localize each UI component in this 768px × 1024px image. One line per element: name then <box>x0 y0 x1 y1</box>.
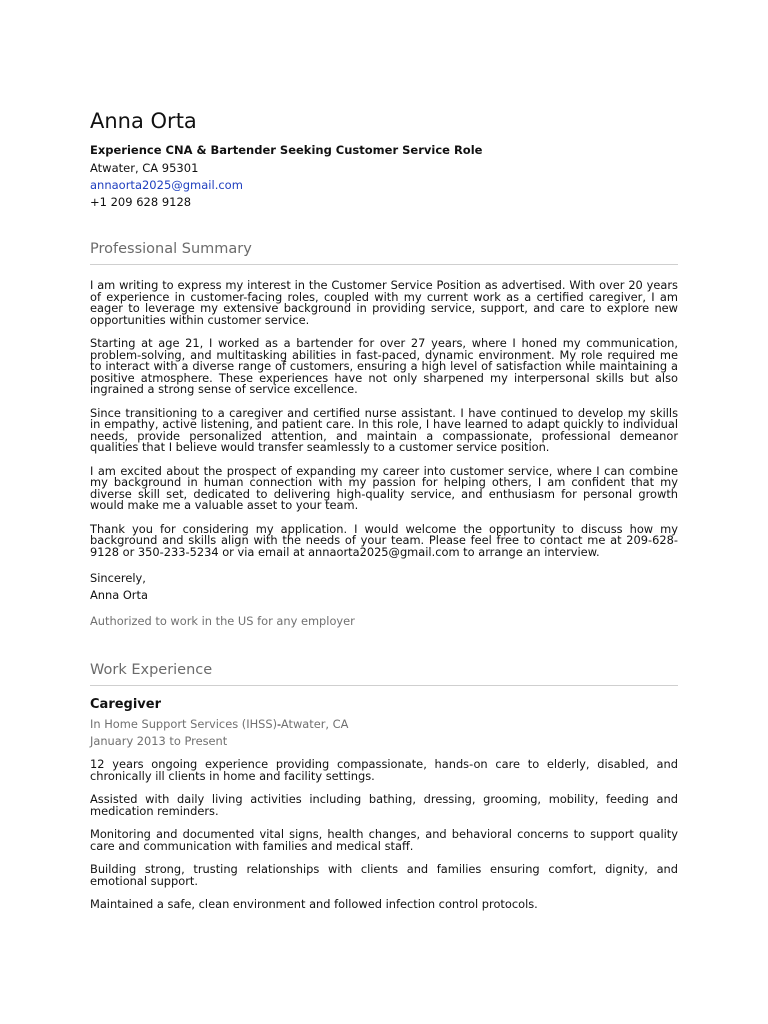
summary-paragraph: I am excited about the prospect of expanding my career into customer service, where I can combine my background in human connection with my passion for helping others, I am confident that my diverse skill set, dedicated to delivering high-quality service, and enthusiasm for personal growth would make me a valuable asset to your team. <box>90 463 678 512</box>
summary-paragraph: Since transitioning to a caregiver and certified nurse assistant. I have continued to develop my skills in empathy, active listening, and patient care. In this role, I have learned to adapt quickly to individual needs, provide personalized attention, and maintain a compassionate, professional demeanor qualities that I believe would transfer seamlessly to a customer service position. <box>90 405 678 454</box>
employer-separator: - <box>277 717 281 731</box>
summary-body <box>90 280 678 630</box>
job-entry <box>90 696 678 911</box>
job-duty: Building strong, trusting relationships with clients and families ensuring comfort, dignity, and emotional support. <box>90 862 678 888</box>
phone: +1 209 628 9128 <box>90 195 192 209</box>
summary-paragraph: Starting at age 21, I worked as a bartender for over 27 years, where I honed my communication, problem-solving, and multitasking abilities in fast-paced, dynamic environment. My role required me to interact with a diverse range of customers, ensuring a high level of satisfaction while maintaining a positive atmosphere. These experiences have not only sharpened my interpersonal skills but also ingrained a strong sense of service excellence. <box>90 336 678 396</box>
job-description <box>90 759 678 911</box>
job-dates: January 2013 to Present <box>90 734 228 748</box>
summary-paragraph: Thank you for considering my application. I would welcome the opportunity to discuss how my background and skills align with the needs of your team. Please feel free to contact me at 209-628-9128 or 350-233-5234 or via email at annaorta2025@gmail.com to arrange an interview. <box>90 521 678 559</box>
company-name: In Home Support Services (IHSS) <box>90 717 278 731</box>
headline: Experience CNA & Bartender Seeking Customer Service Role <box>90 143 483 157</box>
professional-summary-heading: Professional Summary <box>90 239 678 265</box>
location: Atwater, CA 95301 <box>90 161 199 175</box>
signature: Anna Orta <box>90 588 148 602</box>
job-duty: Monitoring and documented vital signs, health changes, and behavioral concerns to support quality care and communication with families and medical staff. <box>90 827 678 853</box>
resume-page <box>90 108 678 923</box>
candidate-name: Anna Orta <box>90 109 197 133</box>
summary-paragraph: I am writing to express my interest in the Customer Service Position as advertised. With over 20 years of experience in customer-facing roles, coupled with my current work as a certified caregiver, I am eager to leverage my extensive background in providing service, support, and care to explore new opportunities within customer service. <box>90 278 678 327</box>
job-duty: Assisted with daily living activities including bathing, dressing, grooming, mobility, feeding and medication reminders. <box>90 792 678 818</box>
job-employer <box>90 716 678 733</box>
closing: Sincerely, <box>90 571 146 585</box>
job-location: Atwater, CA <box>280 717 349 731</box>
work-experience-heading: Work Experience <box>90 660 678 686</box>
work-authorization: Authorized to work in the US for any employer <box>90 614 355 628</box>
job-title: Caregiver <box>90 697 162 712</box>
job-duty: 12 years ongoing experience providing compassionate, hands-on care to elderly, disabled, and chronically ill clients in home and facility settings. <box>90 757 678 783</box>
email-link[interactable]: annaorta2025@gmail.com <box>90 178 243 192</box>
job-duty: Maintained a safe, clean environment and followed infection control protocols. <box>90 897 538 911</box>
